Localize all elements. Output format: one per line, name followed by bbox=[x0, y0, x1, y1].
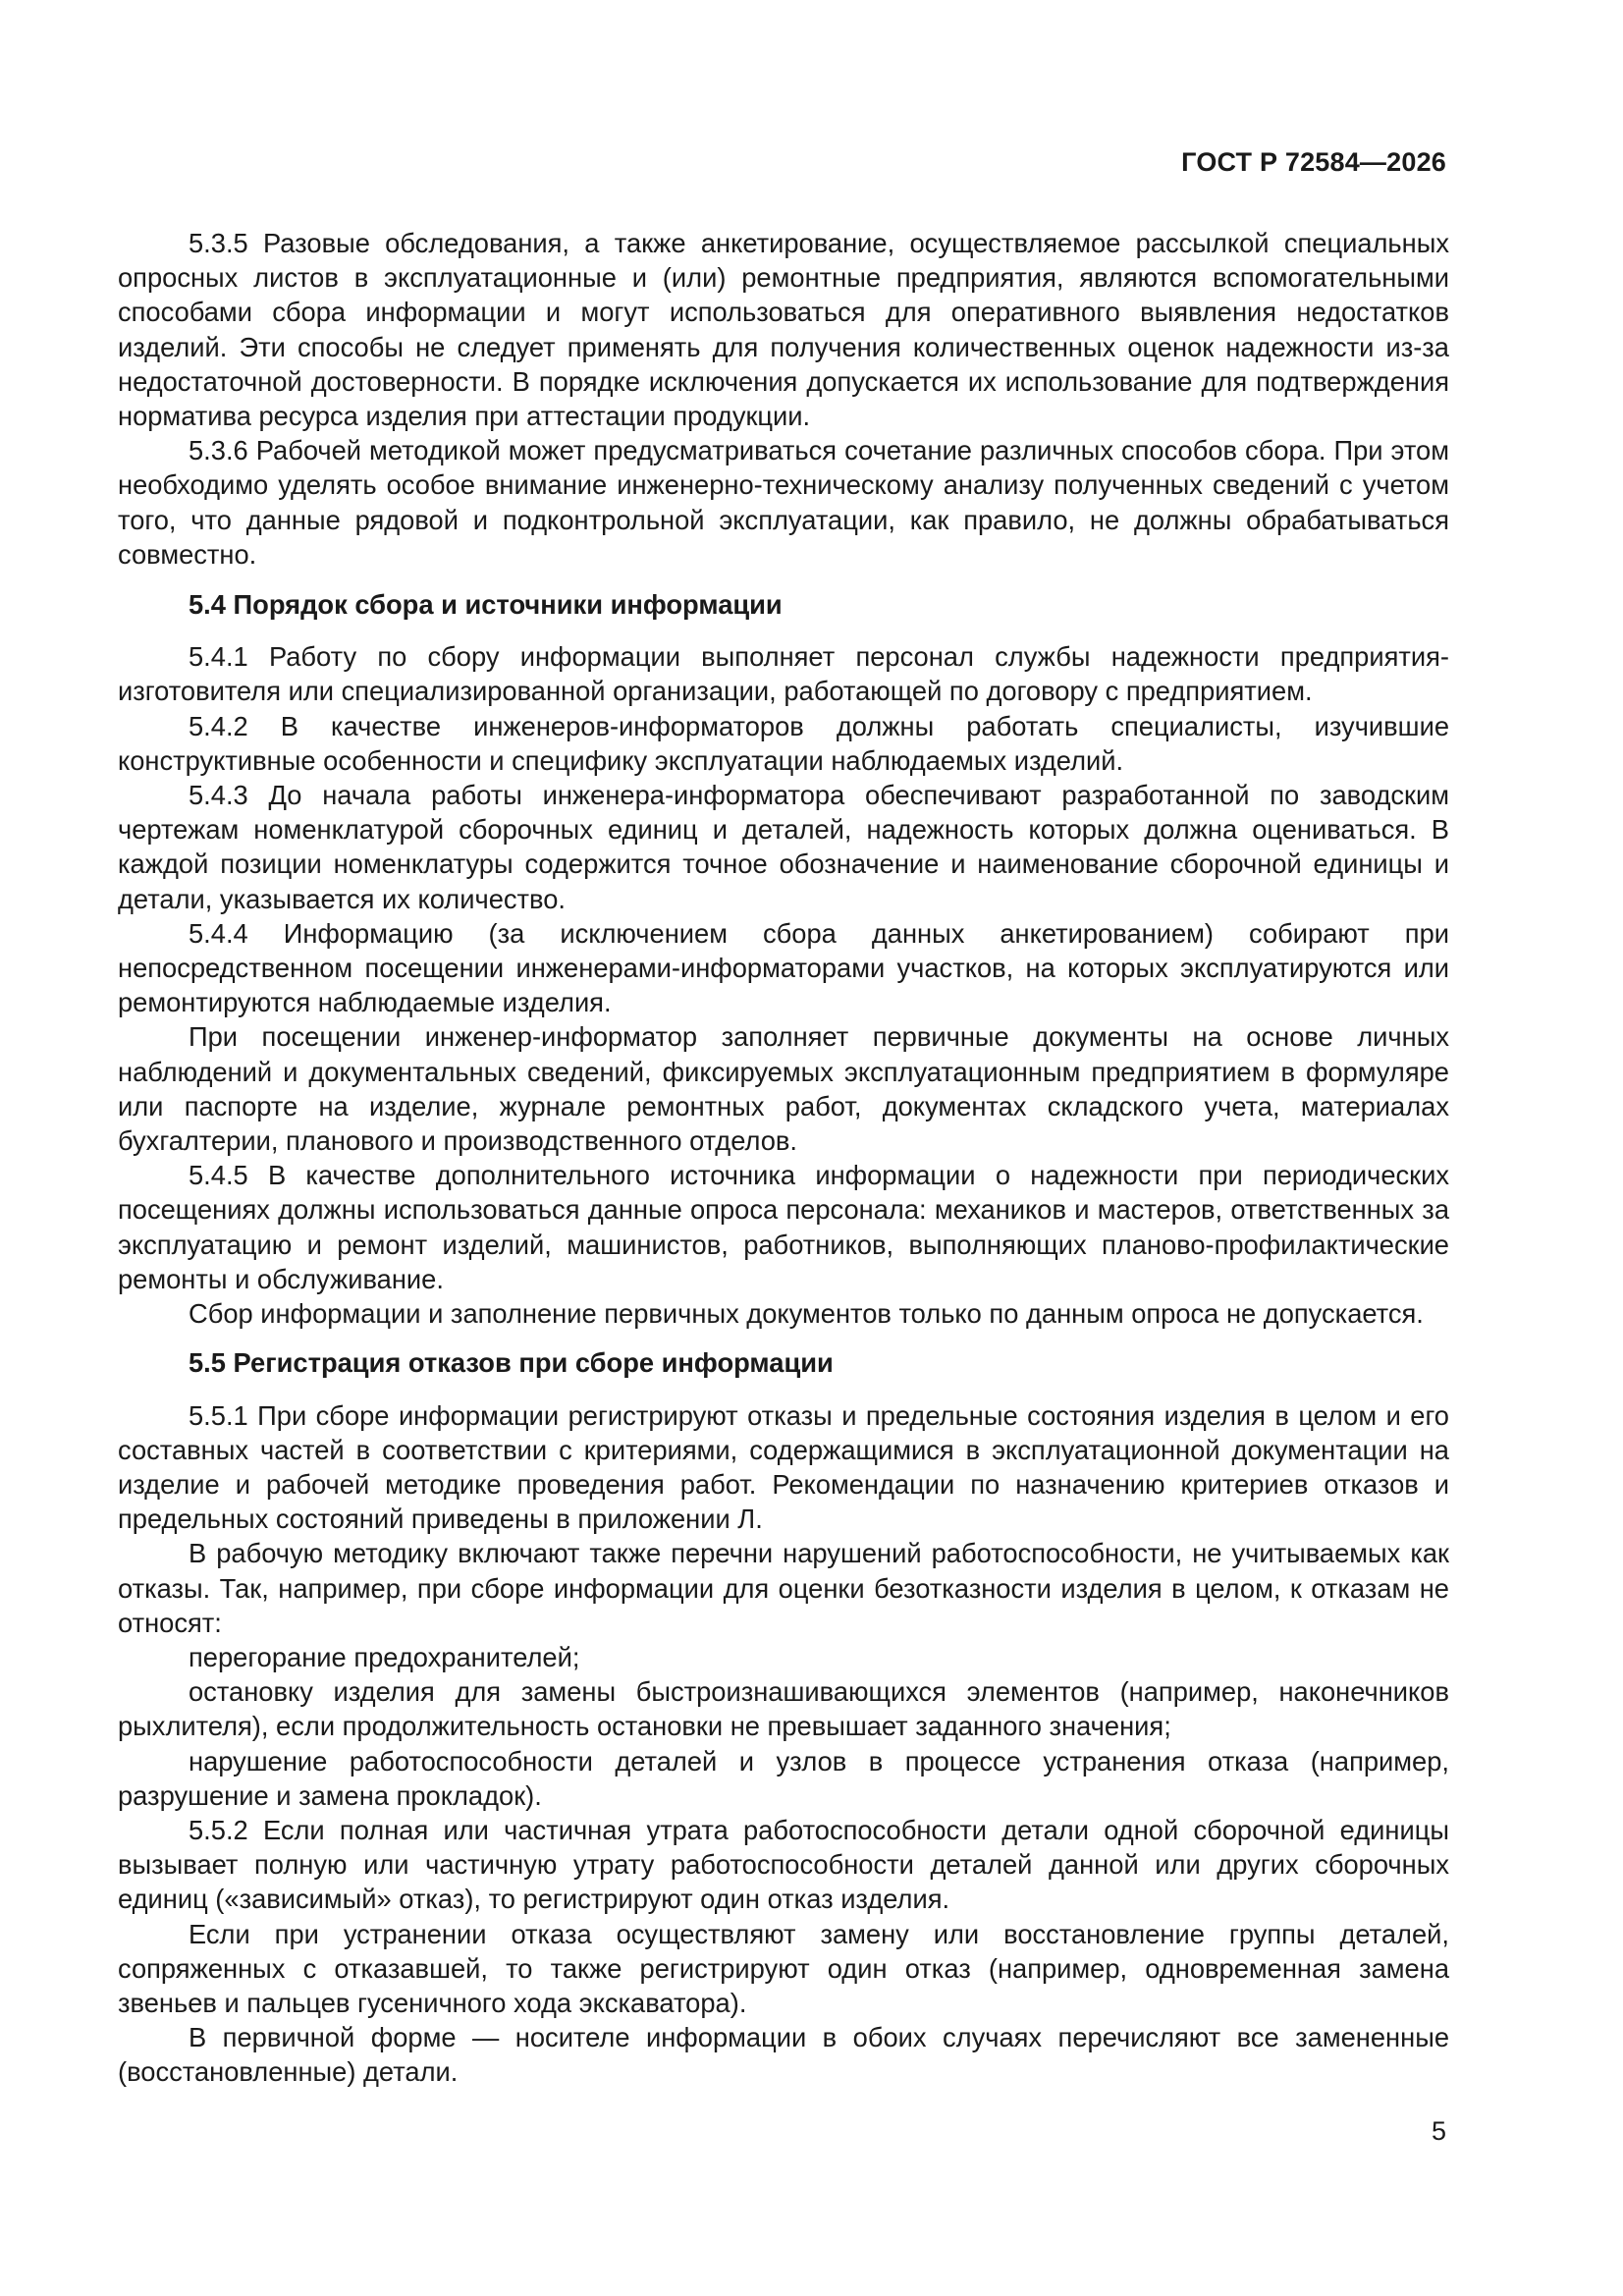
paragraph: В первичной форме — носителе информации в обоих случаях перечисляют все замененные (восстановленные) детали. bbox=[118, 2022, 1449, 2088]
page-number: 5 bbox=[1431, 2116, 1446, 2146]
paragraph: 5.5.1 При сборе информации регистрируют отказы и предельные состояния изделия в целом и его составных частей в соответствии с критериями, содержащимися в эксплуатационной документации на изделие и рабочей методике проведения работ. Рекомендации по назначению критериев отказов и предельных состояний приведены в приложении Л. bbox=[118, 1399, 1449, 1535]
section-heading: 5.5 Регистрация отказов при сборе информации bbox=[189, 1347, 834, 1379]
paragraph: Сбор информации и заполнение первичных документов только по данным опроса не допускается. bbox=[189, 1298, 1424, 1330]
paragraph: перегорание предохранителей; bbox=[189, 1641, 580, 1672]
paragraph: Если при устранении отказа осуществляют замену или восстановление группы деталей, сопряженных с отказавшей, то также регистрируют один отказ (например, одновременная замена звеньев и пальцев гусеничного хода экскаватора). bbox=[118, 1918, 1449, 2018]
paragraph: 5.4.2 В качестве инженеров-информаторов должны работать специалисты, изучившие конструктивные особенности и специфику эксплуатации наблюдаемых изделий. bbox=[118, 710, 1449, 776]
paragraph: В рабочую методику включают также перечни нарушений работоспособности, не учитываемых как отказы. Так, например, при сборе информации для оценки безотказности изделия в целом, к отказам не относят: bbox=[118, 1538, 1449, 1638]
section-heading: 5.4 Порядок сбора и источники информации bbox=[189, 589, 783, 621]
document-body bbox=[118, 226, 1449, 2090]
paragraph: 5.3.5 Разовые обследования, а также анкетирование, осуществляемое рассылкой специальных опросных листов в эксплуатационные и (или) ремонтные предприятия, являются вспомогательными способами сбора информации и могут использоваться для оперативного выявления недостатков изделий. Эти способы не следует применять для получения количественных оценок надежности из-за недостаточной достоверности. В порядке исключения допускается их использование для подтверждения норматива ресурса изделия при аттестации продукции. bbox=[118, 228, 1449, 432]
paragraph: 5.4.1 Работу по сбору информации выполняет персонал службы надежности предприятия-изготовителя или специализированной организации, работающей по договору с предприятием. bbox=[118, 641, 1449, 707]
paragraph: остановку изделия для замены быстроизнашивающихся элементов (например, наконечников рыхлителя), если продолжительность остановки не превышает заданного значения; bbox=[118, 1676, 1449, 1742]
document-header-id: ГОСТ Р 72584—2026 bbox=[1181, 147, 1446, 177]
paragraph: нарушение работоспособности деталей и узлов в процессе устранения отказа (например, разрушение и замена прокладок). bbox=[118, 1745, 1449, 1811]
paragraph: 5.4.3 До начала работы инженера-информатора обеспечивают разработанной по заводским чертежам номенклатурой сборочных единиц и деталей, надежность которых должна оцениваться. В каждой позиции номенклатуры содержится точное обозначение и наименование сборочной единицы и детали, указывается их количество. bbox=[118, 780, 1449, 914]
paragraph: При посещении инженер-информатор заполняет первичные документы на основе личных наблюдений и документальных сведений, фиксируемых эксплуатационным предприятием в формуляре или паспорте на изделие, журнале ремонтных работ, документах складского учета, материалах бухгалтерии, планового и производственного отделов. bbox=[118, 1021, 1449, 1157]
paragraph: 5.5.2 Если полная или частичная утрата работоспособности детали одной сборочной единицы вызывает полную или частичную утрату работоспособности деталей данной или других сборочных единиц («зависимый» отказ), то регистрируют один отказ изделия. bbox=[118, 1814, 1449, 1915]
paragraph: 5.3.6 Рабочей методикой может предусматриваться сочетание различных способов сбора. При этом необходимо уделять особое внимание инженерно-техническому анализу полученных сведений с учетом того, что данные рядовой и подконтрольной эксплуатации, как правило, не должны обрабатываться совместно. bbox=[118, 435, 1449, 570]
paragraph: 5.4.4 Информацию (за исключением сбора данных анкетированием) собирают при непосредственном посещении инженерами-информаторами участков, на которых эксплуатируются или ремонтируются наблюдаемые изделия. bbox=[118, 917, 1449, 1018]
paragraph: 5.4.5 В качестве дополнительного источника информации о надежности при периодических посещениях должны использоваться данные опроса персонала: механиков и мастеров, ответственных за эксплуатацию и ремонт изделий, машинистов, работников, выполняющих планово-профилактические ремонты и обслуживание. bbox=[118, 1160, 1449, 1294]
